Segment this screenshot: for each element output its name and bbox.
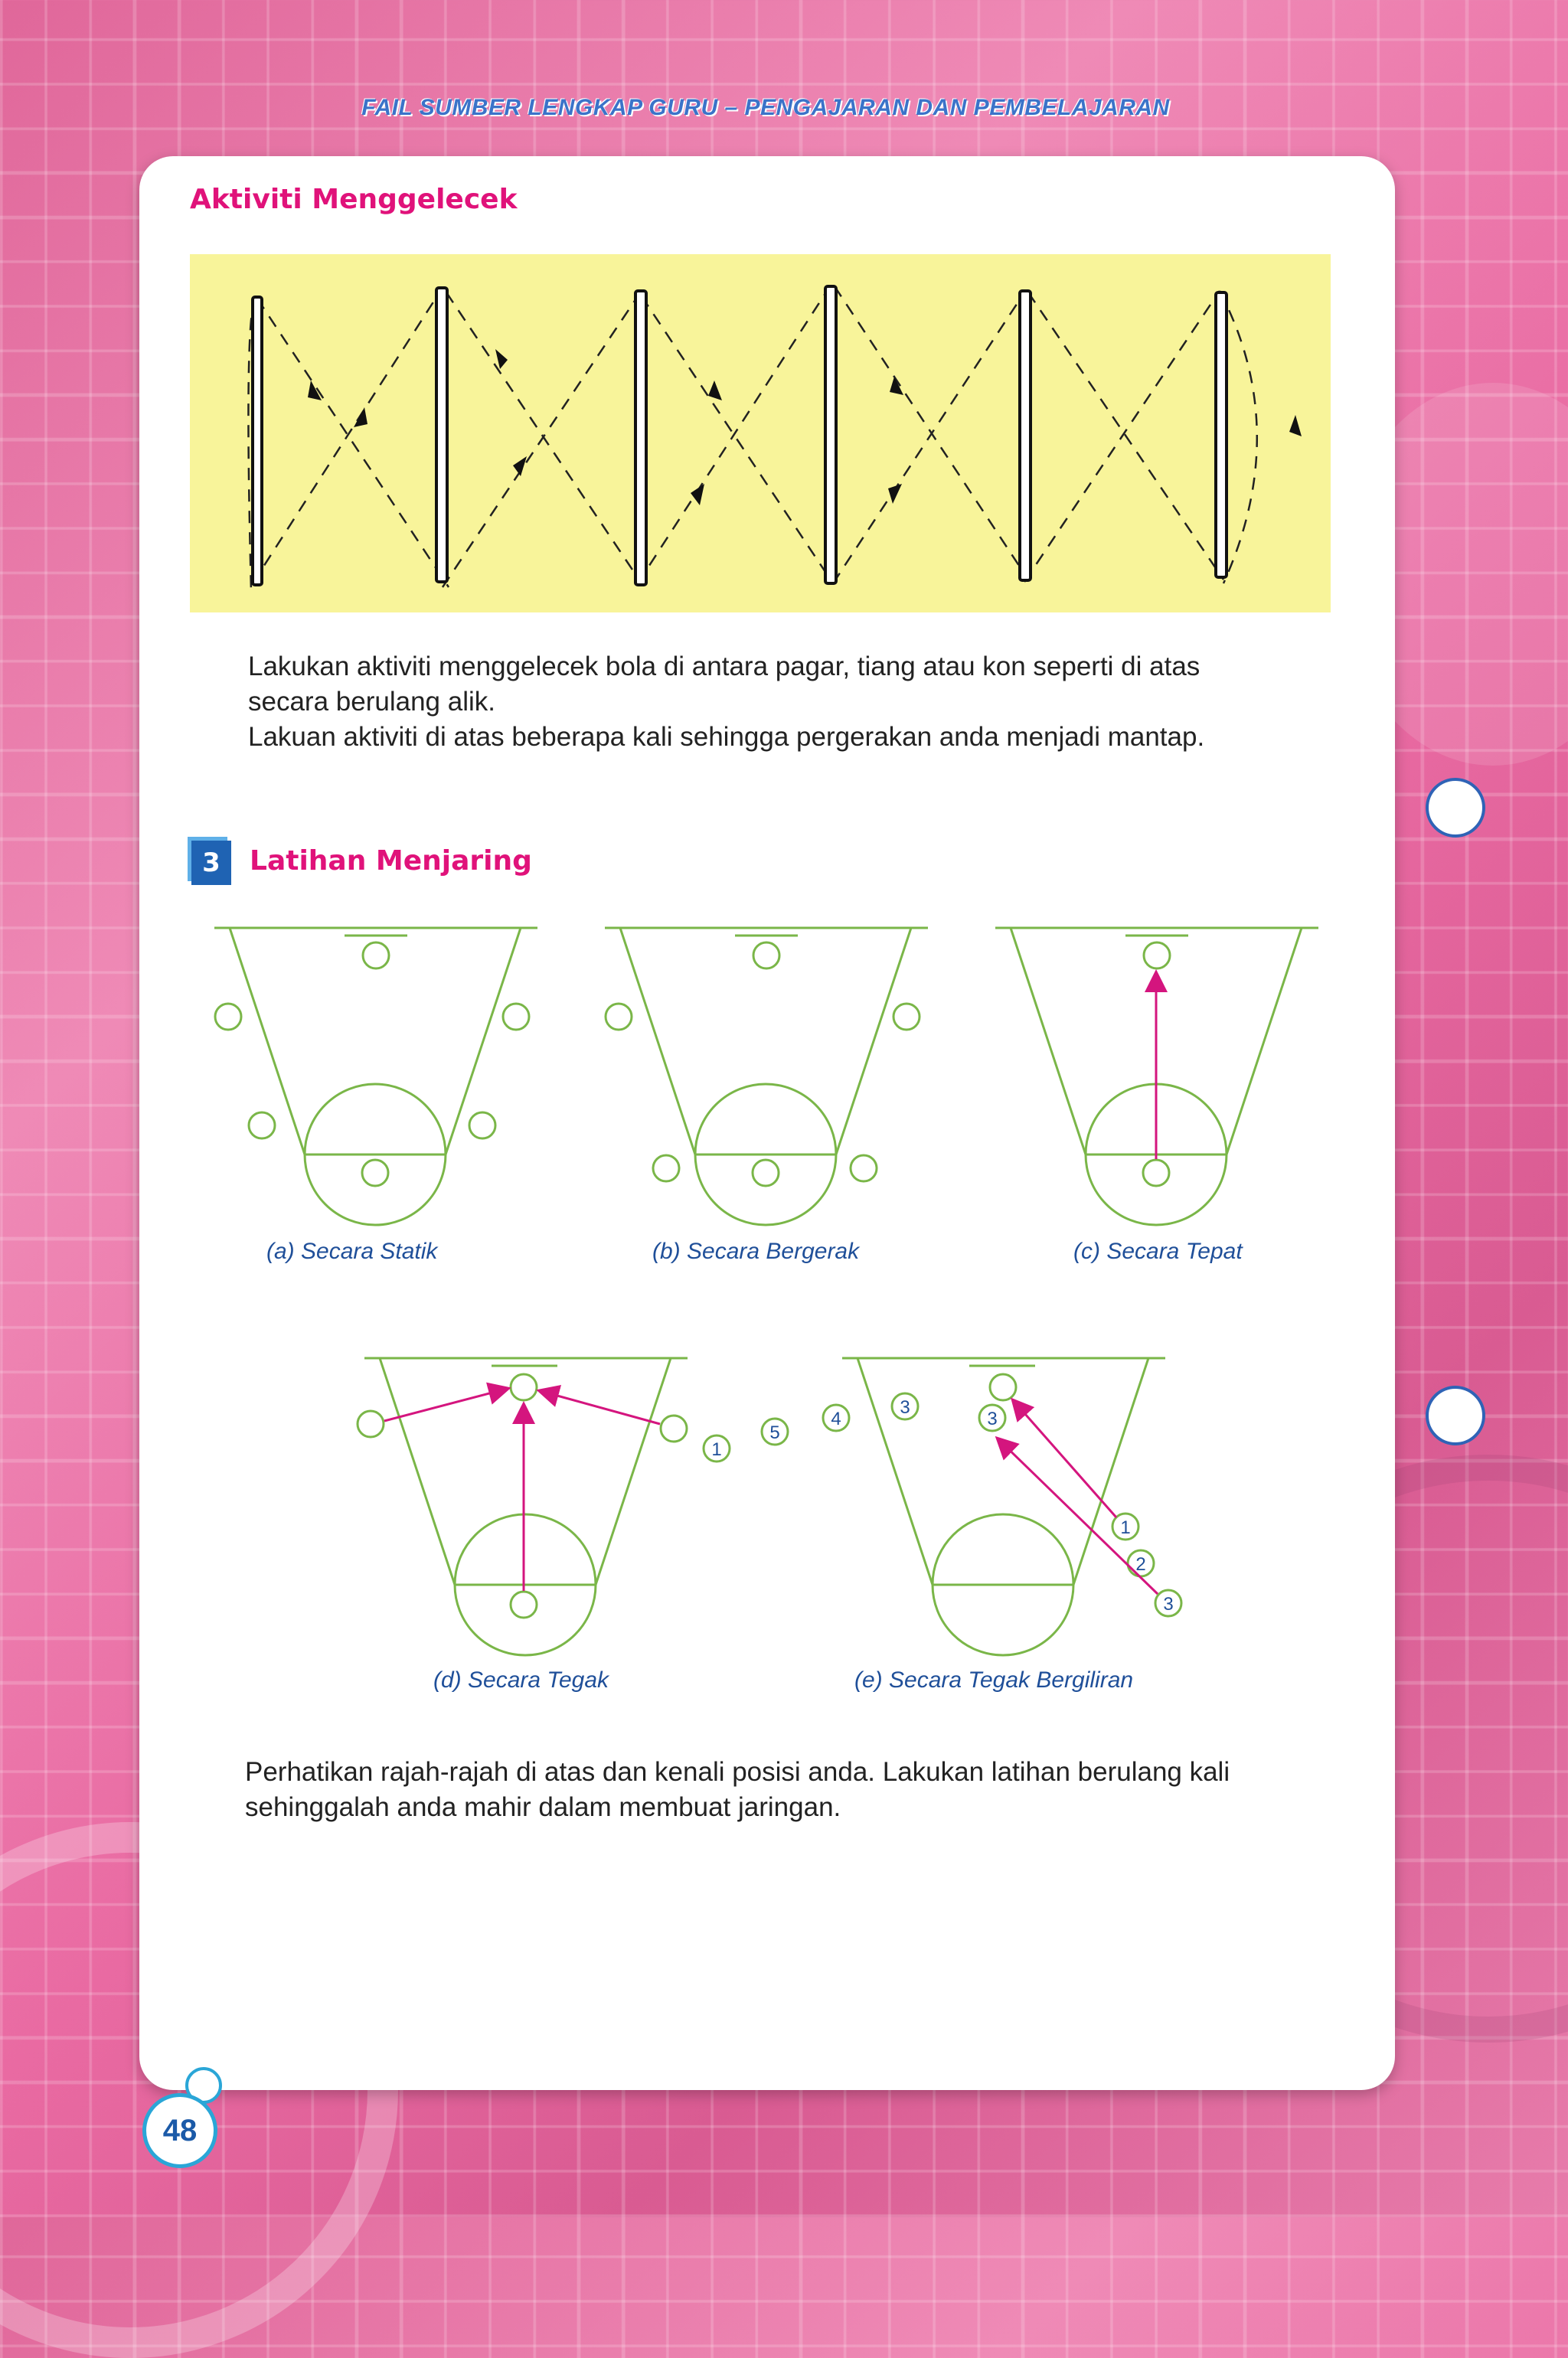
court-diagram-b: [597, 919, 934, 1240]
player-number: 3: [987, 1409, 998, 1429]
caption-b: (b) Secara Bergerak: [652, 1239, 860, 1264]
player-number: 2: [1135, 1554, 1146, 1575]
court-diagram-c: [988, 919, 1325, 1240]
caption-e: (e) Secara Tegak Bergiliran: [854, 1667, 1134, 1693]
court-diagram-e: [689, 1349, 1240, 1671]
player-number: 3: [900, 1397, 910, 1418]
page-number: 48: [142, 2093, 217, 2168]
player-number: 4: [831, 1409, 841, 1429]
dribbling-instructions: [248, 649, 1204, 755]
binder-hole-icon: [1426, 1386, 1485, 1445]
player-number: 1: [1120, 1517, 1131, 1538]
paragraph-line: sehinggalah anda mahir dalam membuat jaringan.: [245, 1792, 841, 1822]
paragraph-line: secara berulang alik.: [248, 687, 495, 717]
caption-d: (d) Secara Tegak: [433, 1667, 609, 1693]
binder-hole-icon: [1426, 778, 1485, 838]
paragraph-line: Perhatikan rajah-rajah di atas dan kenali posisi anda. Lakukan latihan berulang kali: [245, 1757, 1230, 1787]
dribbling-poles-diagram: [190, 254, 1331, 612]
section-heading-shooting: Latihan Menjaring: [250, 845, 532, 877]
player-number: 5: [769, 1422, 780, 1443]
court-diagram-d: [357, 1349, 694, 1671]
paragraph-line: Lakuan aktiviti di atas beberapa kali sehingga pergerakan anda menjadi mantap.: [248, 722, 1205, 752]
paragraph-line: Lakukan aktiviti menggelecek bola di antara pagar, tiang atau kon seperti di atas: [248, 652, 1200, 681]
player-number: 1: [711, 1439, 722, 1460]
running-header: FAIL SUMBER LENGKAP GURU – PENGAJARAN DAN PEMBELAJARAN: [361, 95, 1170, 120]
player-number: 3: [1163, 1594, 1174, 1615]
shooting-instructions: [245, 1755, 1230, 1825]
court-diagram-a: [207, 919, 544, 1240]
section-heading-dribbling: Aktiviti Menggelecek: [190, 184, 518, 215]
dribbling-illustration: [190, 254, 1331, 612]
caption-a: (a) Secara Statik: [266, 1239, 438, 1264]
section-number-badge: 3: [191, 841, 231, 885]
caption-c: (c) Secara Tepat: [1073, 1239, 1243, 1264]
